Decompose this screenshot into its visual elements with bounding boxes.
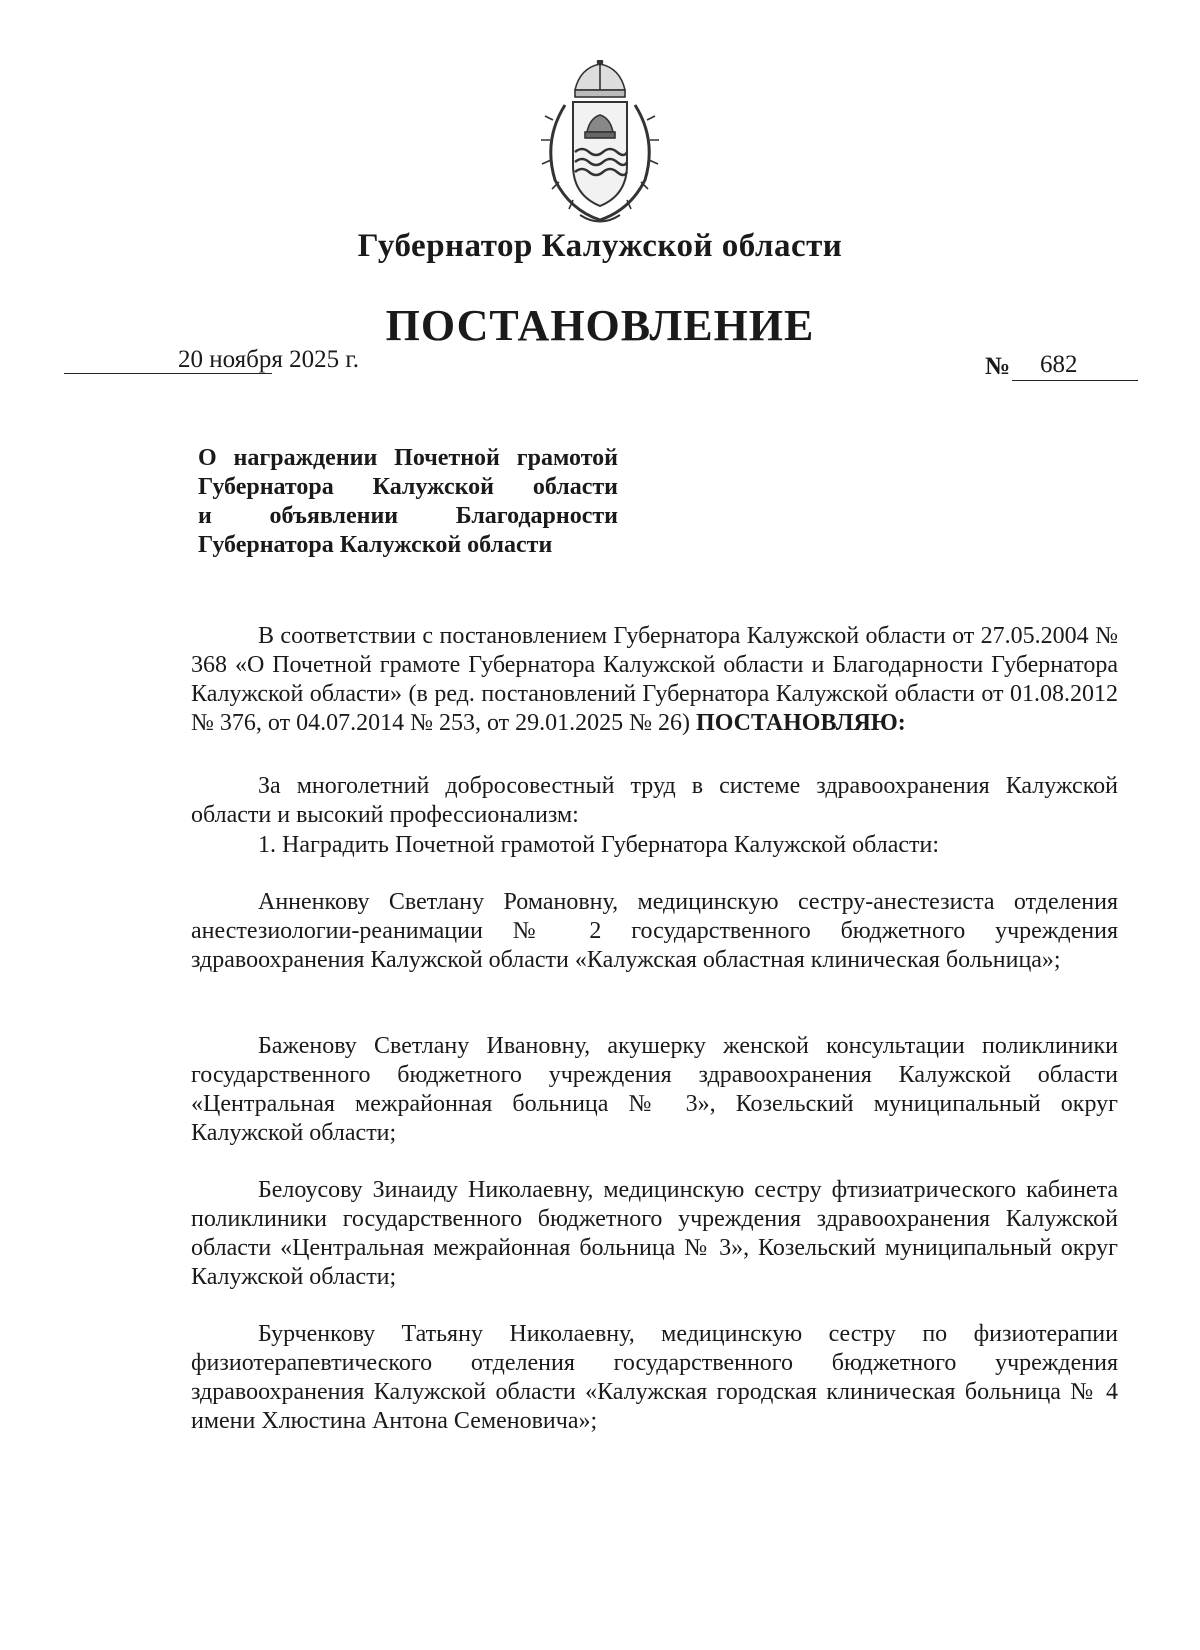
number-underline bbox=[1012, 380, 1138, 381]
decree-word: ПОСТАНОВЛЯЮ: bbox=[696, 710, 906, 736]
subject-line: Губернатора Калужской области bbox=[198, 474, 618, 500]
reason-text: За многолетний добросовестный труд в системе здравоохранения Калужской области и высокий профессионализм: bbox=[191, 773, 1118, 828]
number-sign: № bbox=[985, 353, 1011, 380]
issuing-authority: Губернатор Калужской области bbox=[357, 228, 843, 264]
document-date: 20 ноября 2025 г. bbox=[178, 346, 360, 373]
document-subject bbox=[198, 444, 618, 560]
document-number: 682 bbox=[1040, 351, 1078, 378]
reason-paragraph bbox=[191, 772, 1118, 830]
subject-line: и объявлении Благодарности bbox=[198, 503, 618, 529]
awardee-text: Белоусову Зинаиду Николаевну, медицинскую сестру фтизиатрического кабинета поликлиники государственного бюджетного учреждения здравоохранения Калужской области «Центральная межрайонная больница № 3», Козельский муниципальный округ Калужской области; bbox=[191, 1177, 1118, 1290]
awardee-text: Анненкову Светлану Романовну, медицинскую сестру-анестезиста отделения анестезиологии-реанимации № 2 государственного бюджетного учреждения здравоохранения Калужской области «Калужская областная клиническая больница»; bbox=[191, 889, 1118, 973]
preamble-paragraph bbox=[191, 622, 1118, 738]
coat-of-arms-emblem bbox=[535, 60, 665, 228]
document-type-title: ПОСТАНОВЛЕНИЕ bbox=[385, 301, 815, 350]
preamble-text: В соответствии с постановлением Губернатора Калужской области от 27.05.2004 № 368 «О Почетной грамоте Губернатора Калужской области и Благодарности Губернатора Калужской области» (в ред. постановлений Губернатора Калужской области от 01.08.2012 № 376, от 04.07.2014 № 253, от 29.01.2025 № 26) bbox=[191, 623, 1118, 736]
subject-line: Губернатора Калужской области bbox=[198, 532, 553, 558]
clause-1-text: 1. Наградить Почетной грамотой Губернатора Калужской области: bbox=[258, 832, 940, 858]
subject-line: О награждении Почетной грамотой bbox=[198, 445, 618, 471]
awardee-entry bbox=[191, 1032, 1118, 1148]
awardee-text: Баженову Светлану Ивановну, акушерку женской консультации поликлиники государственного бюджетного учреждения здравоохранения Калужской области «Центральная межрайонная больница № 3», Козельский муниципальный округ Калужской области; bbox=[191, 1033, 1118, 1146]
awardee-entry bbox=[191, 888, 1118, 975]
awardee-text: Бурченкову Татьяну Николаевну, медицинскую сестру по физиотерапии физиотерапевтического отделения государственного бюджетного учреждения здравоохранения Калужской области «Калужская городская клиническая больница № 4 имени Хлюстина Антона Семеновича»; bbox=[191, 1321, 1118, 1434]
awardee-entry bbox=[191, 1320, 1118, 1436]
awardee-entry bbox=[191, 1176, 1118, 1292]
clause-1 bbox=[191, 831, 1118, 860]
